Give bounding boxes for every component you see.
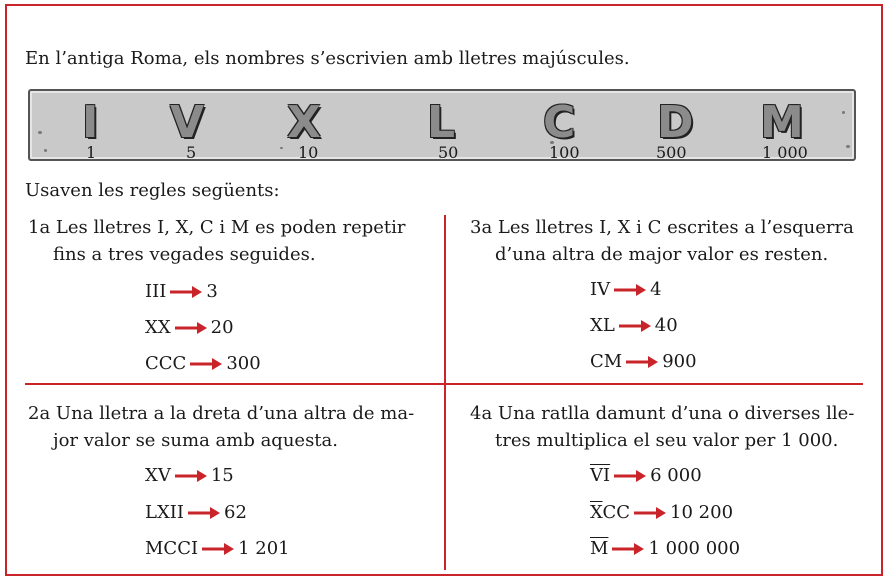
arrow-right-icon	[170, 285, 202, 299]
numeral-letter-v: V	[170, 97, 205, 148]
rule-2: 2a Una lletra a la dreta d’una altra de ma- jor valor se suma amb aquesta.	[28, 403, 415, 451]
rule-4-example-1: $\overline{VI}$ 6 000	[590, 465, 702, 486]
numeral-letter-m: M	[760, 97, 804, 148]
numeral-letter-i: I	[82, 97, 99, 148]
numeral-value-10: 10	[298, 143, 319, 162]
arrow-right-icon	[175, 321, 207, 335]
arrow-right-icon	[190, 357, 222, 371]
rule-3-example-1: IV 4	[590, 279, 662, 300]
arrow-right-icon	[634, 506, 666, 520]
rule-2-example-1: XV 15	[145, 465, 234, 486]
arrow-right-icon	[175, 469, 207, 483]
numeral-letter-d: D	[657, 97, 694, 148]
arrow-right-icon	[188, 506, 220, 520]
rule-1: 1a Les lletres I, X, C i M es poden repetir fins a tres vegades seguides.	[28, 217, 406, 265]
numeral-letter-c: C	[543, 97, 576, 148]
rule-1-example-3: CCC 300	[145, 353, 261, 374]
rule-4: 4a Una ratlla damunt d’una o diverses lle- tres multiplica el seu valor per 1 000.	[470, 403, 855, 451]
arrow-right-icon	[614, 283, 646, 297]
rule-1-example-1: III 3	[145, 281, 218, 302]
numeral-value-50: 50	[438, 143, 459, 162]
numeral-value-1: 1	[86, 143, 97, 162]
rule-3-example-3: CM 900	[590, 351, 697, 372]
arrow-right-icon	[626, 355, 658, 369]
numeral-value-500: 500	[656, 143, 687, 162]
rule-4-example-3: $\overline{M}$ 1 000 000	[590, 538, 741, 559]
numeral-letter-x: X	[287, 97, 321, 148]
intro-text: En l’antiga Roma, els nombres s’escrivien amb lletres majúscules.	[25, 48, 630, 69]
arrow-right-icon	[619, 319, 651, 333]
numeral-stone-banner	[28, 89, 856, 161]
numeral-letter-l: L	[427, 97, 456, 148]
grid-divider-horizontal	[25, 383, 863, 385]
rule-3: 3a Les lletres I, X i C escrites a l’esquerra d’una altra de major valor es resten.	[470, 217, 854, 265]
rules-subheading: Usaven les regles següents:	[25, 180, 280, 201]
numeral-value-100: 100	[549, 143, 580, 162]
numeral-value-5: 5	[186, 143, 197, 162]
arrow-right-icon	[202, 542, 234, 556]
grid-divider-vertical	[444, 215, 446, 570]
rule-2-example-3: MCCI 1 201	[145, 538, 290, 559]
numeral-value-1000: 1 000	[762, 143, 808, 162]
arrow-right-icon	[614, 469, 646, 483]
rule-2-example-2: LXII 62	[145, 502, 247, 523]
arrow-right-icon	[612, 542, 644, 556]
rule-4-example-2: $\overline{X}CC$ 10 200	[590, 502, 734, 523]
rule-3-example-2: XL 40	[590, 315, 678, 336]
rule-1-example-2: XX 20	[145, 317, 234, 338]
